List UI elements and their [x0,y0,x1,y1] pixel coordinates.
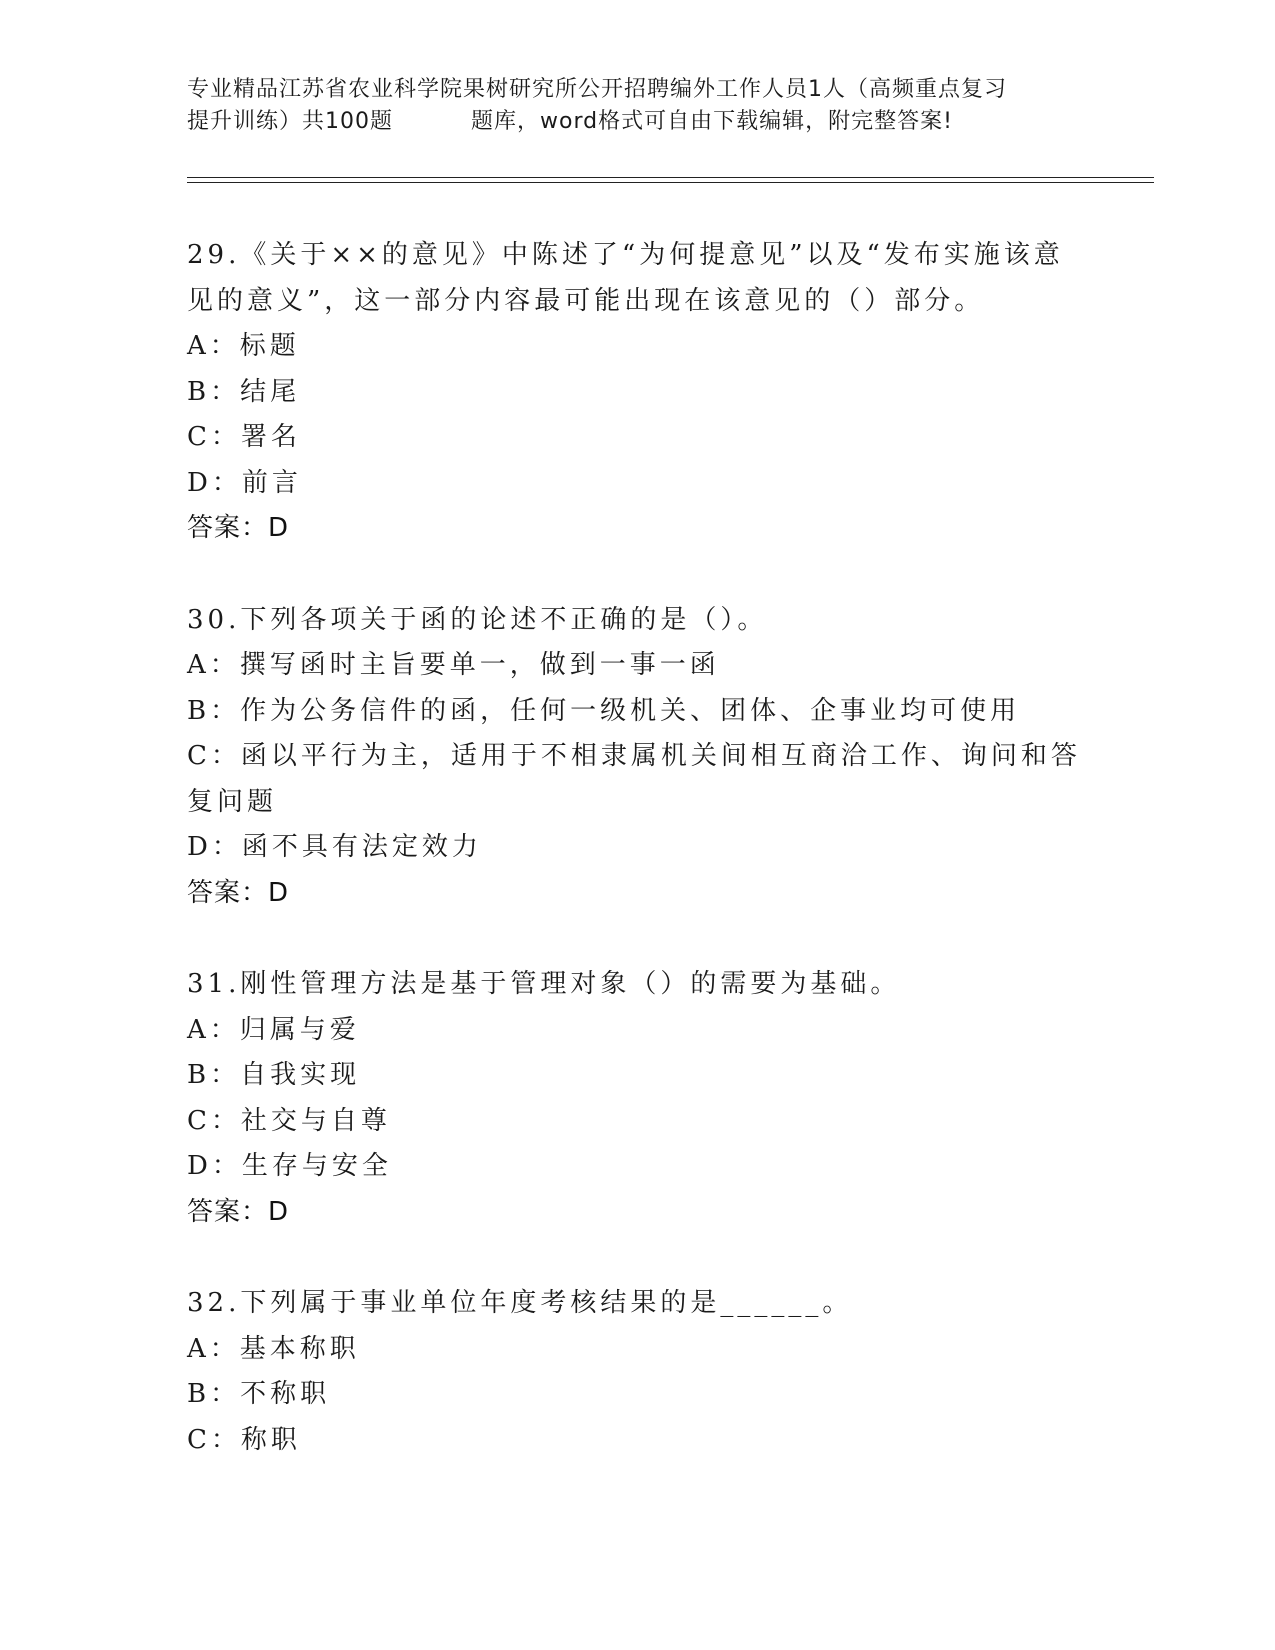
option-d: D：前言 [187,467,302,498]
option-d: D：生存与安全 [187,1151,392,1181]
question-31 [187,962,1087,1235]
answer-label: 答案：D [187,1196,290,1227]
question-32 [187,1281,1087,1463]
option-a: A：基本称职 [187,1333,360,1364]
header-title-part-a: 提升训练）共100题 [187,109,393,134]
question-30 [187,598,1087,917]
option-b: B：作为公务信件的函，任何一级机关、团体、企事业均可使用 [187,695,1021,726]
question-text: 29.《关于××的意见》中陈述了“为何提意见”以及“发布实施该意见的意义”，这一部分内容最可能出现在该意见的（）部分。 [187,240,1064,316]
option-c: C：称职 [187,1424,301,1455]
option-b: B：结尾 [187,376,301,407]
option-d: D：函不具有法定效力 [187,832,482,862]
option-c: C：署名 [187,422,301,452]
option-a: A：归属与爱 [187,1014,360,1045]
option-b: B：不称职 [187,1379,331,1409]
header-divider-top [187,177,1154,178]
header-title-line-1: 专业精品江苏省农业科学院果树研究所公开招聘编外工作人员1人（高频重点复习 [187,77,1007,102]
question-text: 32.下列属于事业单位年度考核结果的是______。 [187,1288,853,1318]
question-list [187,233,1087,1509]
answer-label: 答案：D [187,513,290,543]
option-c: C：函以平行为主，适用于不相隶属机关间相互商洽工作、询问和答复问题 [187,741,1081,817]
question-29 [187,233,1087,552]
answer-label: 答案：D [187,877,290,908]
document-header [187,74,1087,138]
option-c: C：社交与自尊 [187,1105,391,1136]
header-title-part-b: 题库，word格式可自由下载编辑，附完整答案! [471,109,953,134]
header-title-line-2 [187,106,1087,138]
header-divider-bottom [187,182,1154,183]
option-b: B：自我实现 [187,1060,361,1090]
question-text: 30.下列各项关于函的论述不正确的是（）。 [187,604,768,635]
option-a: A：撰写函时主旨要单一，做到一事一函 [187,650,720,680]
option-a: A：标题 [187,331,300,361]
question-text: 31.刚性管理方法是基于管理对象（）的需要为基础。 [187,969,901,999]
